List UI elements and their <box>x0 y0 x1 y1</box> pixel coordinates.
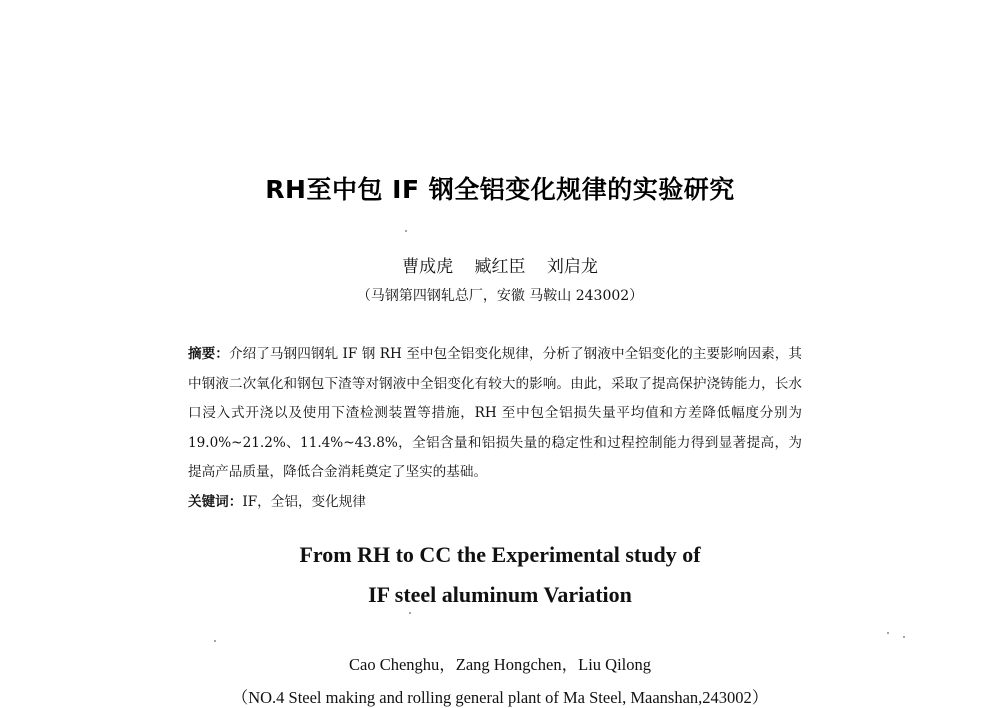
english-title-line-2: IF steel aluminum Variation <box>368 582 632 607</box>
author-1: 曹成虎 <box>402 257 454 277</box>
author-2: 臧红臣 <box>474 257 526 277</box>
chinese-title: RH至中包 IF 钢全铝变化规律的实验研究 <box>265 175 735 204</box>
abstract-label: 摘要： <box>188 346 229 362</box>
scan-speck <box>903 636 905 638</box>
keywords <box>188 490 366 510</box>
keywords-label: 关键词： <box>188 494 243 510</box>
author-3: 刘启龙 <box>546 257 598 277</box>
scan-speck <box>214 640 216 642</box>
scan-speck <box>405 230 407 232</box>
abstract <box>188 340 802 488</box>
english-authors: Cao Chenghu，Zang Hongchen，Liu Qilong <box>349 655 651 674</box>
scan-speck <box>887 632 889 634</box>
keywords-text: IF，全铝，变化规律 <box>242 494 366 510</box>
chinese-affiliation: （马钢第四钢轧总厂，安徽 马鞍山 243002） <box>356 288 644 304</box>
scan-speck <box>409 612 411 614</box>
chinese-authors <box>0 252 1000 277</box>
abstract-text: 介绍了马钢四钢轧 IF 钢 RH 至中包全铝变化规律，分析了钢液中全铝变化的主要影响因素，其中钢液二次氧化和钢包下渣等对钢液中全铝变化有较大的影响。由此，采取了提高保护浇铸能力，长水口浸入式开浇以及使用下渣检测装置等措施，RH 至中包全铝损失量平均值和方差降低幅度分别为 19.0%~21.2%、11.4%~43.8%，全铝含量和铝损失量的稳定性和过程控制能力得到显著提高，为提高产品质量，降低合金消耗奠定了坚实的基础。 <box>188 346 802 480</box>
english-affiliation: （NO.4 Steel making and rolling general plant of Ma Steel, Maanshan,243002） <box>231 688 769 707</box>
english-title-line-1: From RH to CC the Experimental study of <box>299 542 701 567</box>
